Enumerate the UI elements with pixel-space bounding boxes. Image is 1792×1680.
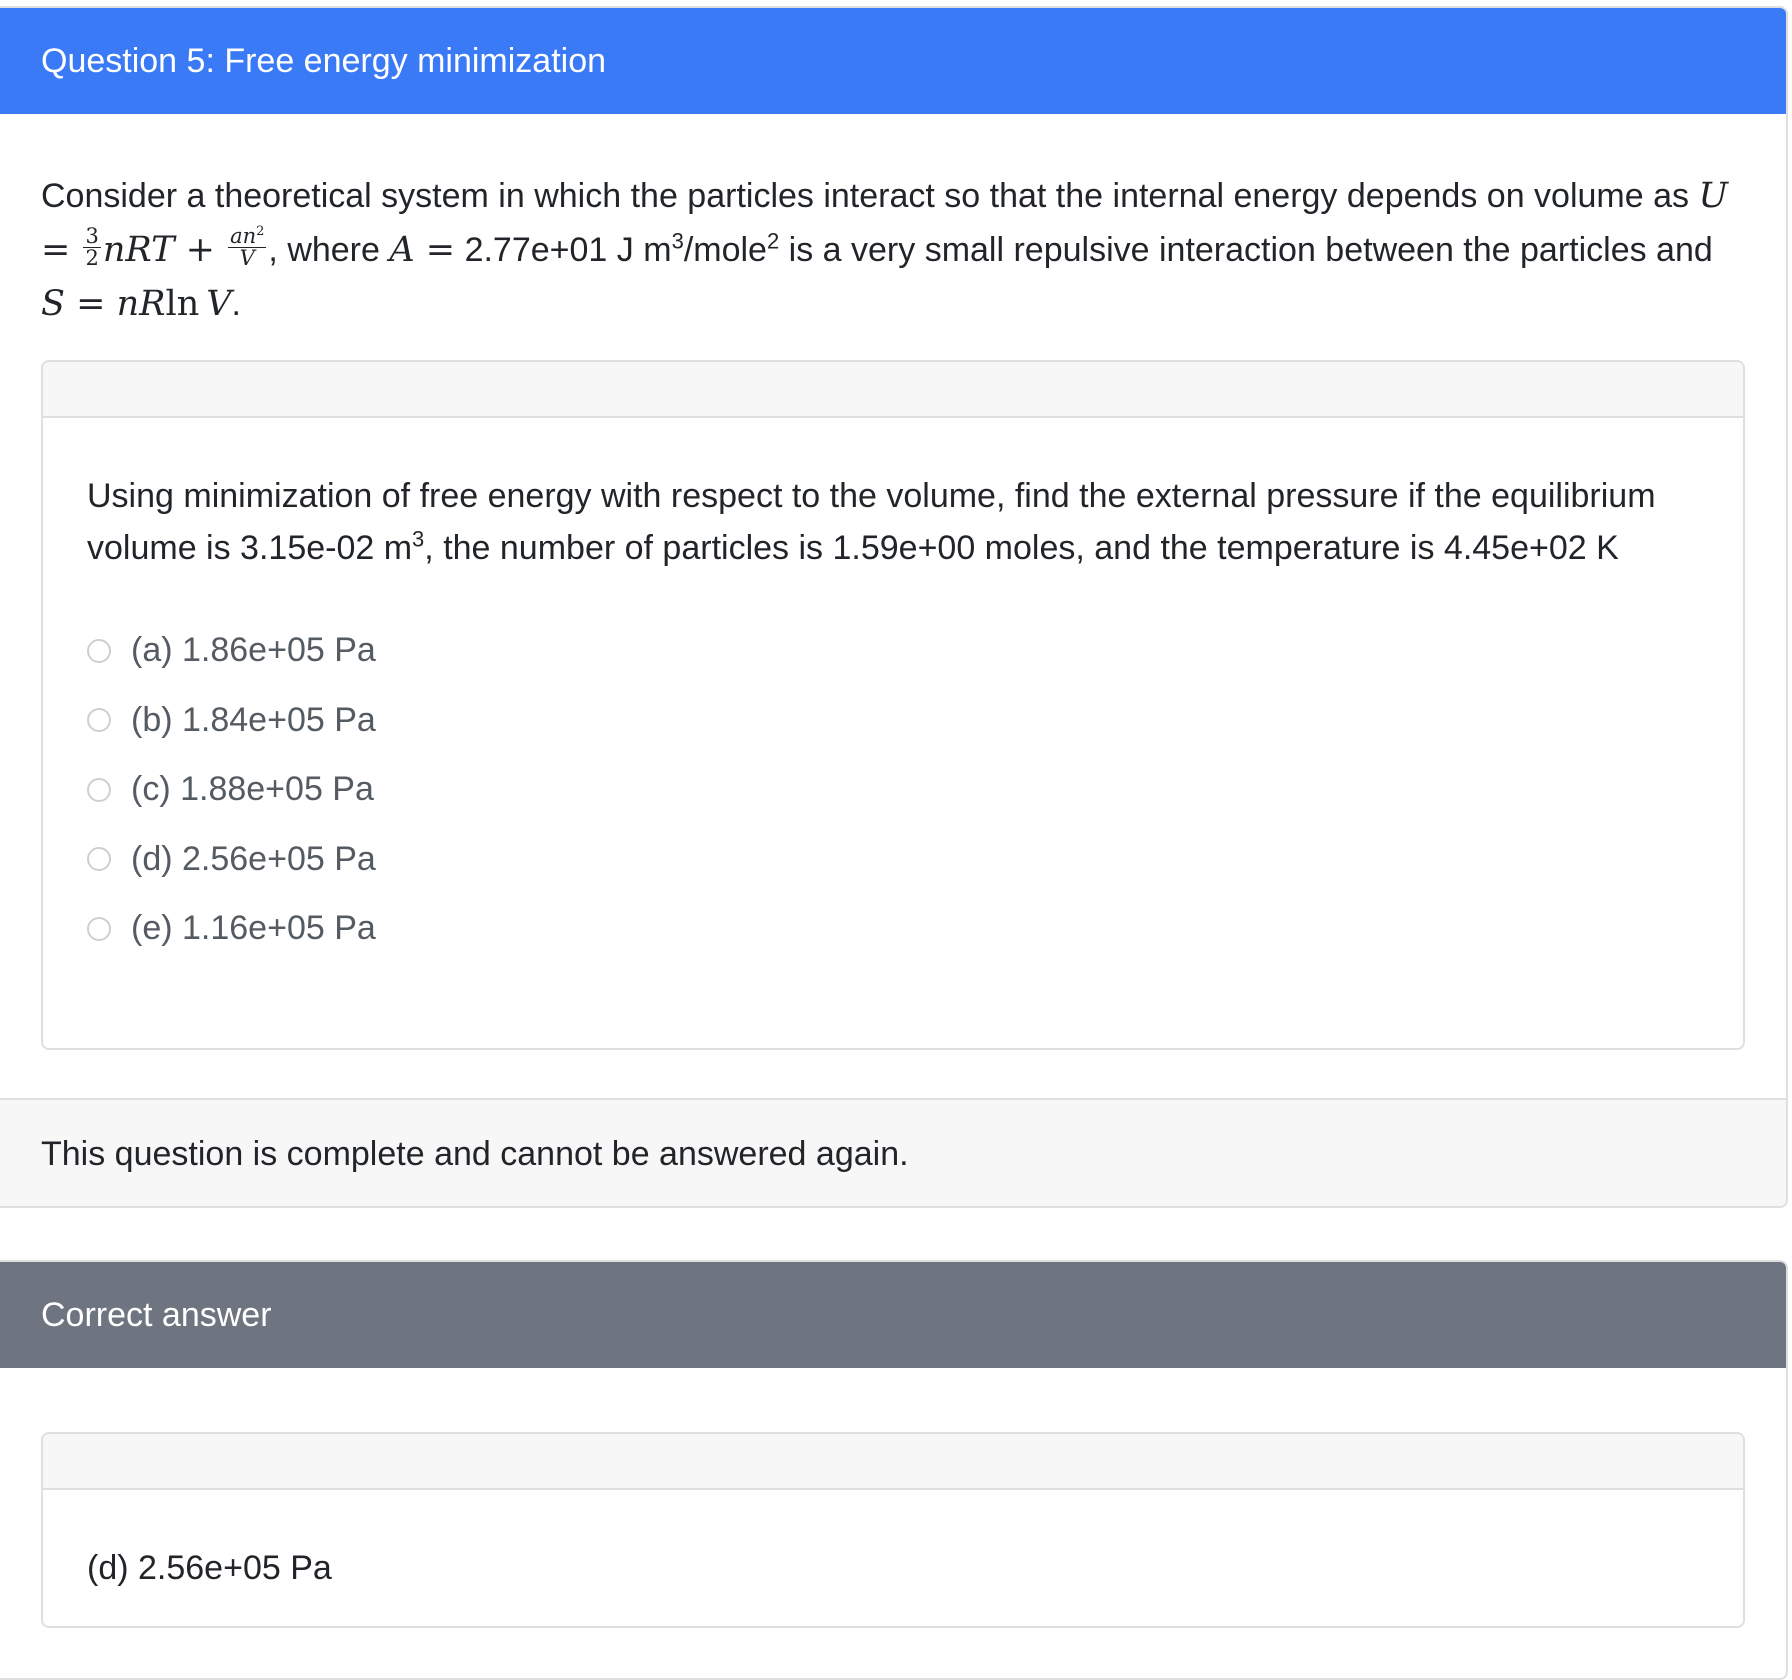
question-prompt [43, 418, 1743, 574]
constant-A [389, 230, 455, 270]
fraction-denominator: 2 [85, 246, 99, 270]
math-ln: ln [165, 284, 200, 324]
fraction-denominator-V: V [239, 246, 255, 270]
math-an: an [230, 224, 257, 248]
question-card [0, 6, 1788, 1208]
math-V: V [206, 284, 232, 324]
math-U: U [1698, 176, 1728, 216]
prompt-text-1: Using minimization of free energy with respect to the volume, find the external pressure if the equilibrium volume is 3.15e-02 m [87, 477, 1656, 567]
constant-A-exp2: 2 [766, 228, 780, 254]
fraction-numerator: 3 [85, 224, 99, 248]
math-S: S [41, 284, 65, 324]
intro-text-1: Consider a theoretical system in which the particles interact so that the internal energy depends on volume as [41, 177, 1690, 215]
prompt-text-2: , the number of particles is 1.59e+00 moles, and the temperature is 4.45e+02 K [424, 529, 1619, 567]
radio-button-e[interactable] [87, 917, 111, 941]
prompt-exponent: 3 [412, 526, 425, 552]
question-part-card [41, 360, 1745, 1050]
fraction-three-halves [83, 226, 100, 269]
option-b-label: (b) 1.84e+05 Pa [131, 700, 376, 739]
math-A: A [389, 230, 415, 270]
correct-answer-part-header [43, 1434, 1743, 1490]
constant-A-unit: /mole [683, 231, 767, 269]
option-d-label: (d) 2.56e+05 Pa [131, 839, 376, 878]
option-a-label: (a) 1.86e+05 Pa [131, 631, 376, 670]
fraction-an2-over-V [228, 226, 266, 269]
math-S-equals: = [76, 284, 106, 324]
entropy-equation [41, 284, 232, 324]
radio-button-b[interactable] [87, 708, 111, 732]
radio-button-c[interactable] [87, 778, 111, 802]
question-title: Question 5: Free energy minimization [0, 8, 1786, 114]
option-c-label: (c) 1.88e+05 Pa [131, 770, 374, 809]
constant-A-exp1: 3 [671, 228, 684, 254]
answer-options [43, 616, 1743, 964]
radio-button-d[interactable] [87, 847, 111, 871]
constant-A-value: 2.77e+01 J m [464, 231, 672, 269]
math-plus: + [185, 230, 215, 270]
math-A-equals: = [425, 230, 456, 270]
intro-period: . [231, 285, 241, 323]
option-e-label: (e) 1.16e+05 Pa [131, 909, 376, 948]
correct-answer-title: Correct answer [0, 1262, 1786, 1368]
question-footer: This question is complete and cannot be answered again. [0, 1098, 1786, 1208]
option-b[interactable] [87, 686, 1743, 756]
intro-comma: , [268, 231, 278, 269]
math-equals: = [41, 230, 71, 270]
option-d[interactable] [87, 825, 1743, 895]
correct-answer-text: (d) 2.56e+05 Pa [87, 1549, 332, 1587]
math-an-exponent: 2 [256, 224, 265, 239]
option-e[interactable] [87, 894, 1743, 964]
correct-answer-part-card [41, 1432, 1745, 1628]
question-part-header [43, 362, 1743, 418]
intro-text-3: is a very small repulsive interaction between the particles and [788, 231, 1713, 269]
math-nR: nR [116, 284, 166, 324]
option-c[interactable] [87, 755, 1743, 825]
radio-button-a[interactable] [87, 639, 111, 663]
fraction-numerator-an2 [228, 226, 266, 248]
question-body [0, 114, 1786, 948]
option-a[interactable] [87, 616, 1743, 686]
question-intro [41, 114, 1745, 331]
math-nRT: nRT [102, 230, 175, 270]
intro-text-2: where [287, 231, 380, 269]
